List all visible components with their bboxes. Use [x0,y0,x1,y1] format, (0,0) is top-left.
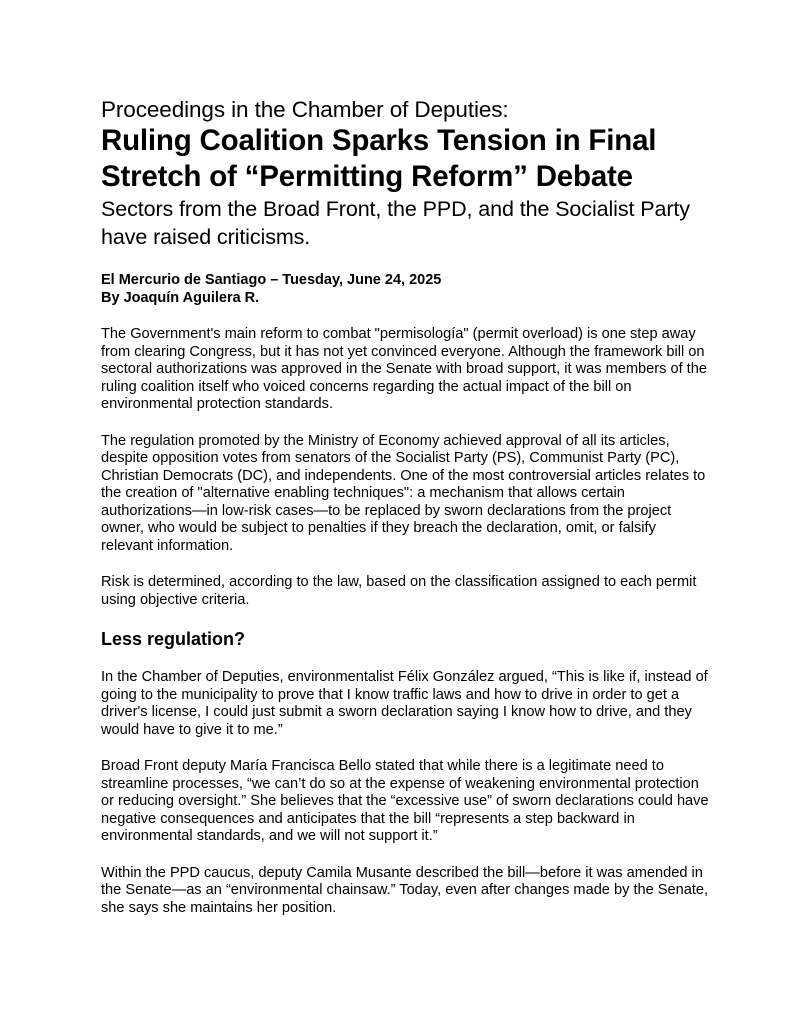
article-subhead: Sectors from the Broad Front, the PPD, and the Socialist Party have raised criticisms. [101,197,690,249]
paragraph: The regulation promoted by the Ministry of Economy achieved approval of all its articles, despite opposition votes from senators of the Socialist Party (PS), Communist Party (PC), Christian Democrats (DC), and independents. One of the most controversial articles relates to the creation of "alternative enabling techniques": a mechanism that allows certain authorizations—in low-risk cases—to be replaced by sworn declarations from the project owner, who would be subject to penalties if they breach the declaration, omit, or falsify relevant information. [101,432,706,554]
paragraph: The Government's main reform to combat "permisología" (permit overload) is one step away from clearing Congress, but it has not yet convinced everyone. Although the framework bill on sectoral authorizations was approved in the Senate with broad support, it was members of the ruling coalition itself who voiced concerns regarding the actual impact of the bill on environmental protection standards. [101,326,707,412]
article-dateline: El Mercurio de Santiago – Tuesday, June 24, 2025 [101,272,442,288]
paragraph: Risk is determined, according to the law, based on the classification assigned to each permit using objective criteria. [101,574,697,608]
section-heading: Less regulation? [101,629,246,649]
article-meta [101,271,711,307]
headline-line-2: Stretch of “Permitting Reform” Debate [101,160,633,193]
article [101,96,711,917]
article-headline [101,123,711,195]
paragraph: In the Chamber of Deputies, environmentalist Félix González argued, “This is like if, instead of going to the municipality to prove that I know traffic laws and how to drive in order to get a driver's license, I could just submit a sworn declaration saying I know how to drive, and they would have to give it to me.” [101,669,708,738]
headline-line-1: Ruling Coalition Sparks Tension in Final [101,124,657,157]
paragraph: Broad Front deputy María Francisca Bello stated that while there is a legitimate need to streamline processes, “we can’t do so at the expense of weakening environmental protection or reducing oversight.” She believes that the “excessive use” of sworn declarations could have negative consequences and anticipates that the bill “represents a step backward in environmental standards, and we will not support it.” [101,758,709,844]
paragraph: Within the PPD caucus, deputy Camila Musante described the bill—before it was amended in the Senate—as an “environmental chainsaw.” Today, even after changes made by the Senate, she says she maintains her position. [101,864,709,916]
article-kicker: Proceedings in the Chamber of Deputies: [101,97,509,122]
article-byline: By Joaquín Aguilera R. [101,290,260,306]
